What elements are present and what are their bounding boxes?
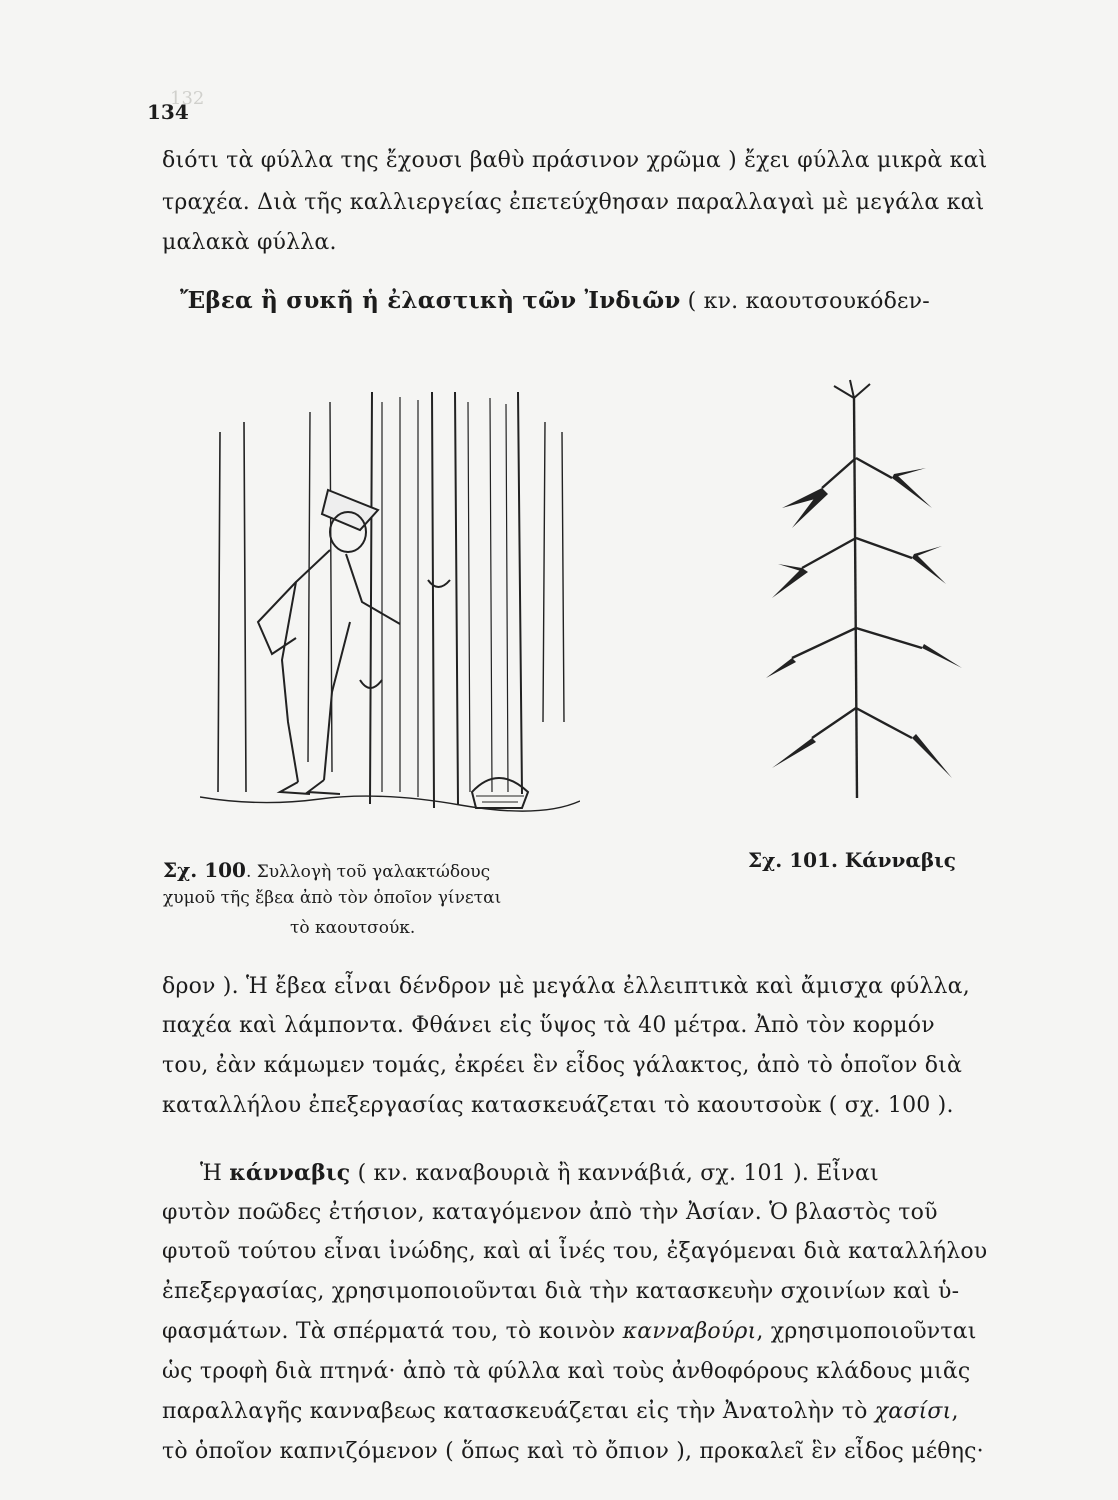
heading-rest: ( κν. καουτσουκόδεν- (680, 289, 930, 314)
text-line: δρον ). Ἡ ἔβεα εἶναι δένδρον μὲ μεγάλα ἐλλειπτικὰ καὶ ἄμισχα φύλλα, (162, 974, 970, 999)
text-line: τραχέα. Διὰ τῆς καλλιεργείας ἐπετεύχθησαν παραλλαγαὶ μὲ μεγάλα καὶ (162, 190, 985, 215)
text-line: μαλακὰ φύλλα. (162, 230, 337, 255)
text-line: τὸ ὁποῖον καπνιζόμενον ( ὅπως καὶ τὸ ὄπιον ), προκαλεῖ ἓν εἶδος μέθης· (162, 1439, 984, 1464)
heading-bold: Ἔβεα ἢ συκῆ ἡ ἐλαστικὴ τῶν Ἰνδιῶν (180, 287, 681, 314)
term-hasisi: χασίσι (874, 1399, 952, 1424)
page-number: 134 (147, 100, 189, 124)
text-span: φασμάτων. Τὰ σπέρματά του, τὸ κοινὸν (162, 1319, 623, 1344)
text-line: ὡς τροφὴ διὰ πτηνά· ἀπὸ τὰ φύλλα καὶ τοὺς ἀνθοφόρους κλάδους μιᾶς (162, 1359, 971, 1384)
text-line: παχέα καὶ λάμποντα. Φθάνει εἰς ὕψος τὰ 40 μέτρα. Ἀπὸ τὸν κορμόν (162, 1013, 935, 1038)
figure-101-label: Σχ. 101. Κάνναβις (748, 848, 956, 872)
text-line (162, 1319, 977, 1344)
hemp-plant-illustration (762, 378, 972, 803)
bleed-through-page-number: 132 (170, 88, 205, 109)
term-kannavouri: κανναβούρι (622, 1319, 757, 1344)
rubber-tapping-illustration (200, 392, 580, 824)
text-line: διότι τὰ φύλλα της ἔχουσι βαθὺ πράσινον χρῶμα ) ἔχει φύλλα μικρὰ καὶ (162, 148, 988, 173)
text-span: ( κν. καναβουριὰ ἢ καννάβιά, σχ. 101 ). Εἶναι (350, 1161, 879, 1186)
text-line: καταλλήλου ἐπεξεργασίας κατασκευάζεται τὸ καουτσοὺκ ( σχ. 100 ). (162, 1093, 954, 1118)
text-line: φυτοῦ τούτου εἶναι ἰνώδης, καὶ αἱ ἶνές του, ἐξαγόμεναι διὰ καταλλήλου (162, 1239, 988, 1264)
section-heading (180, 287, 930, 314)
figure-100-caption-text: . Συλλογὴ τοῦ γαλακτώδους (245, 862, 491, 882)
figure-100-caption-line3: τὸ καουτσούκ. (290, 918, 416, 938)
text-span: Ἡ (200, 1161, 230, 1186)
figure-101-caption (748, 848, 956, 872)
figure-100-caption-line1 (163, 858, 490, 882)
text-span: παραλλαγῆς κανναβεως κατασκευάζεται εἰς τὴν Ἀνατολὴν τὸ (162, 1399, 875, 1424)
text-line: του, ἐὰν κάμωμεν τομάς, ἐκρέει ἓν εἶδος γάλακτος, ἀπὸ τὸ ὁποῖον διὰ (162, 1053, 963, 1078)
text-span: , (951, 1399, 959, 1424)
text-line (200, 1160, 879, 1186)
figure-100-caption-line2: χυμοῦ τῆς ἔβεα ἀπὸ τὸν ὁποῖον γίνεται (163, 888, 502, 908)
text-line: ἐπεξεργασίας, χρησιμοποιοῦνται διὰ τὴν κατασκευὴν σχοινίων καὶ ὑ- (162, 1279, 960, 1304)
text-span: , χρησιμοποιοῦνται (756, 1319, 977, 1344)
text-line (162, 1399, 959, 1424)
term-kannavis: κάνναβις (229, 1160, 351, 1186)
figure-100-label: Σχ. 100 (163, 858, 246, 882)
text-line: φυτὸν ποῶδες ἐτήσιον, καταγόμενον ἀπὸ τὴν Ἀσίαν. Ὁ βλαστὸς τοῦ (162, 1200, 938, 1225)
